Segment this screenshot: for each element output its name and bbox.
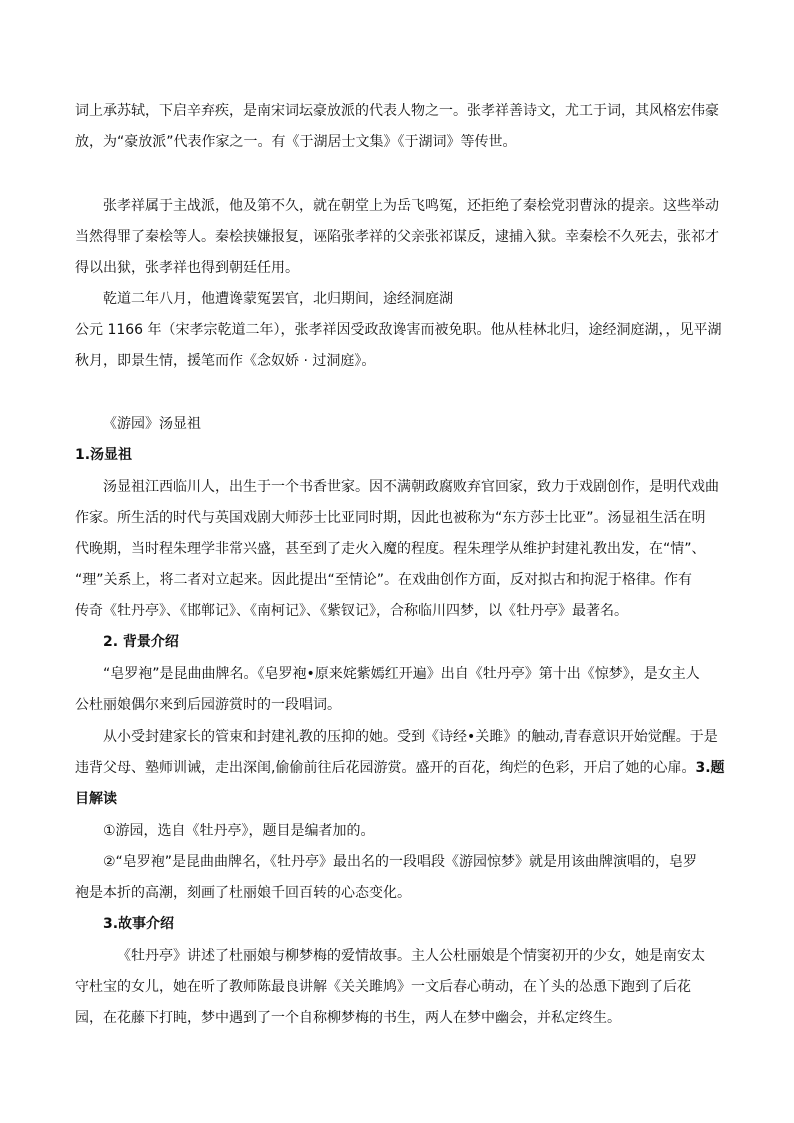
paragraph-line: 作家。所生活的时代与英国戏剧大师莎士比亚同时期，因此也被称为“东方莎士比亚”。汤显祖生活在明: [75, 510, 706, 526]
paragraph-line: “理”关系上，将二者对立起来。因此提出“至情论”。在戏曲创作方面，反对拟古和拘泥于格律。作有: [75, 572, 693, 588]
paragraph-line: 传奇《牡丹亭》、《邯郸记》、《南柯记》、《紫钗记》，合称临川四梦，以《牡丹亭》最著名。: [75, 603, 628, 619]
paragraph-line: [75, 758, 725, 778]
paragraph-line: 代晚期，当时程朱理学非常兴盛，甚至到了走火入魔的程度。程朱理学从维护封建礼教出发，在“情”、: [75, 541, 706, 557]
paragraph-line: “皂罗袍”是昆曲曲牌名。《皂罗袍•原来姹紫嫣红开遍》出自《牡丹亭》第十出《惊梦》，是女主人: [103, 666, 700, 682]
paragraph-line: 得以出狱，张孝祥也得到朝廷任用。: [75, 260, 299, 276]
paragraph-line: 公元 1166 年（宋孝宗乾道二年），张孝祥因受政敌谗害而被免职。他从桂林北归，途经洞庭湖，，见平湖: [75, 322, 722, 338]
paragraph-line: 园，在花藤下打盹，梦中遇到了一个自称柳梦梅的书生，两人在梦中幽会，并私定终生。: [75, 1010, 621, 1026]
paragraph-line: 守杜宝的女儿，她在听了教师陈最良讲解《关关雎鸠》一文后春心萌动，在丫头的怂恿下跑到了后花: [75, 979, 691, 995]
paragraph-line: ①游园，选自《牡丹亭》，题目是编者加的。: [103, 823, 375, 839]
paragraph-line: 放，为“豪放派”代表作家之一。有《于湖居士文集》《于湖词》等传世。: [75, 134, 517, 150]
paragraph-line: 秋月，即景生情，援笔而作《念奴娇 · 过洞庭》。: [75, 353, 376, 369]
paragraph-line: 袍是本折的高潮，刻画了杜丽娘千回百转的心态变化。: [75, 885, 411, 901]
heading-title-interpretation-part2: 目解读: [75, 791, 117, 807]
paragraph-line: 张孝祥属于主战派，他及第不久，就在朝堂上为岳飞鸣冤，还拒绝了秦桧党羽曹泳的提亲。这些举动: [103, 198, 719, 214]
heading-story-intro: 3.故事介绍: [103, 916, 175, 932]
paragraph-line: 词上承苏轼，下启辛弃疾，是南宋词坛豪放派的代表人物之一。张孝祥善诗文，尤工于词，其风格宏伟豪: [75, 103, 719, 119]
paragraph-line: 《牡丹亭》讲述了杜丽娘与柳梦梅的爱情故事。主人公杜丽娘是个情窦初开的少女，她是南安太: [117, 948, 705, 964]
heading-background: 2. 背景介绍: [103, 634, 179, 650]
paragraph-line: 从小受封建家长的管束和封建礼教的压抑的她。受到《诗经•关雎》的触动,青春意识开始觉醒。于是: [103, 729, 718, 745]
paragraph-line: 汤显祖江西临川人，出生于一个书香世家。因不满朝政腐败弃官回家，致力于戏剧创作，是明代戏曲: [103, 479, 719, 495]
paragraph-line: 乾道二年八月，他遭谗蒙冤罢官，北归期间，途经洞庭湖: [103, 291, 453, 307]
heading-title-interpretation-part1: 3.题: [695, 760, 725, 776]
paragraph-line: 当然得罪了秦桧等人。秦桧挟嫌报复，诬陷张孝祥的父亲张祁谋反，逮捕入狱。幸秦桧不久死去，张祁才: [75, 229, 719, 245]
paragraph-text: 违背父母、塾师训诫，走出深闺,偷偷前往后花园游赏。盛开的百花，绚烂的色彩，开启了她的心扉。: [75, 760, 696, 776]
heading-author: 1.汤显祖: [75, 447, 133, 463]
paragraph-line: ②“皂罗袍”是昆曲曲牌名，《牡丹亭》最出名的一段唱段《游园惊梦》就是用该曲牌演唱的，皂罗: [103, 854, 698, 870]
section-title: 《游园》汤显祖: [103, 416, 201, 432]
paragraph-line: 公杜丽娘偶尔来到后园游赏时的一段唱词。: [75, 697, 341, 713]
